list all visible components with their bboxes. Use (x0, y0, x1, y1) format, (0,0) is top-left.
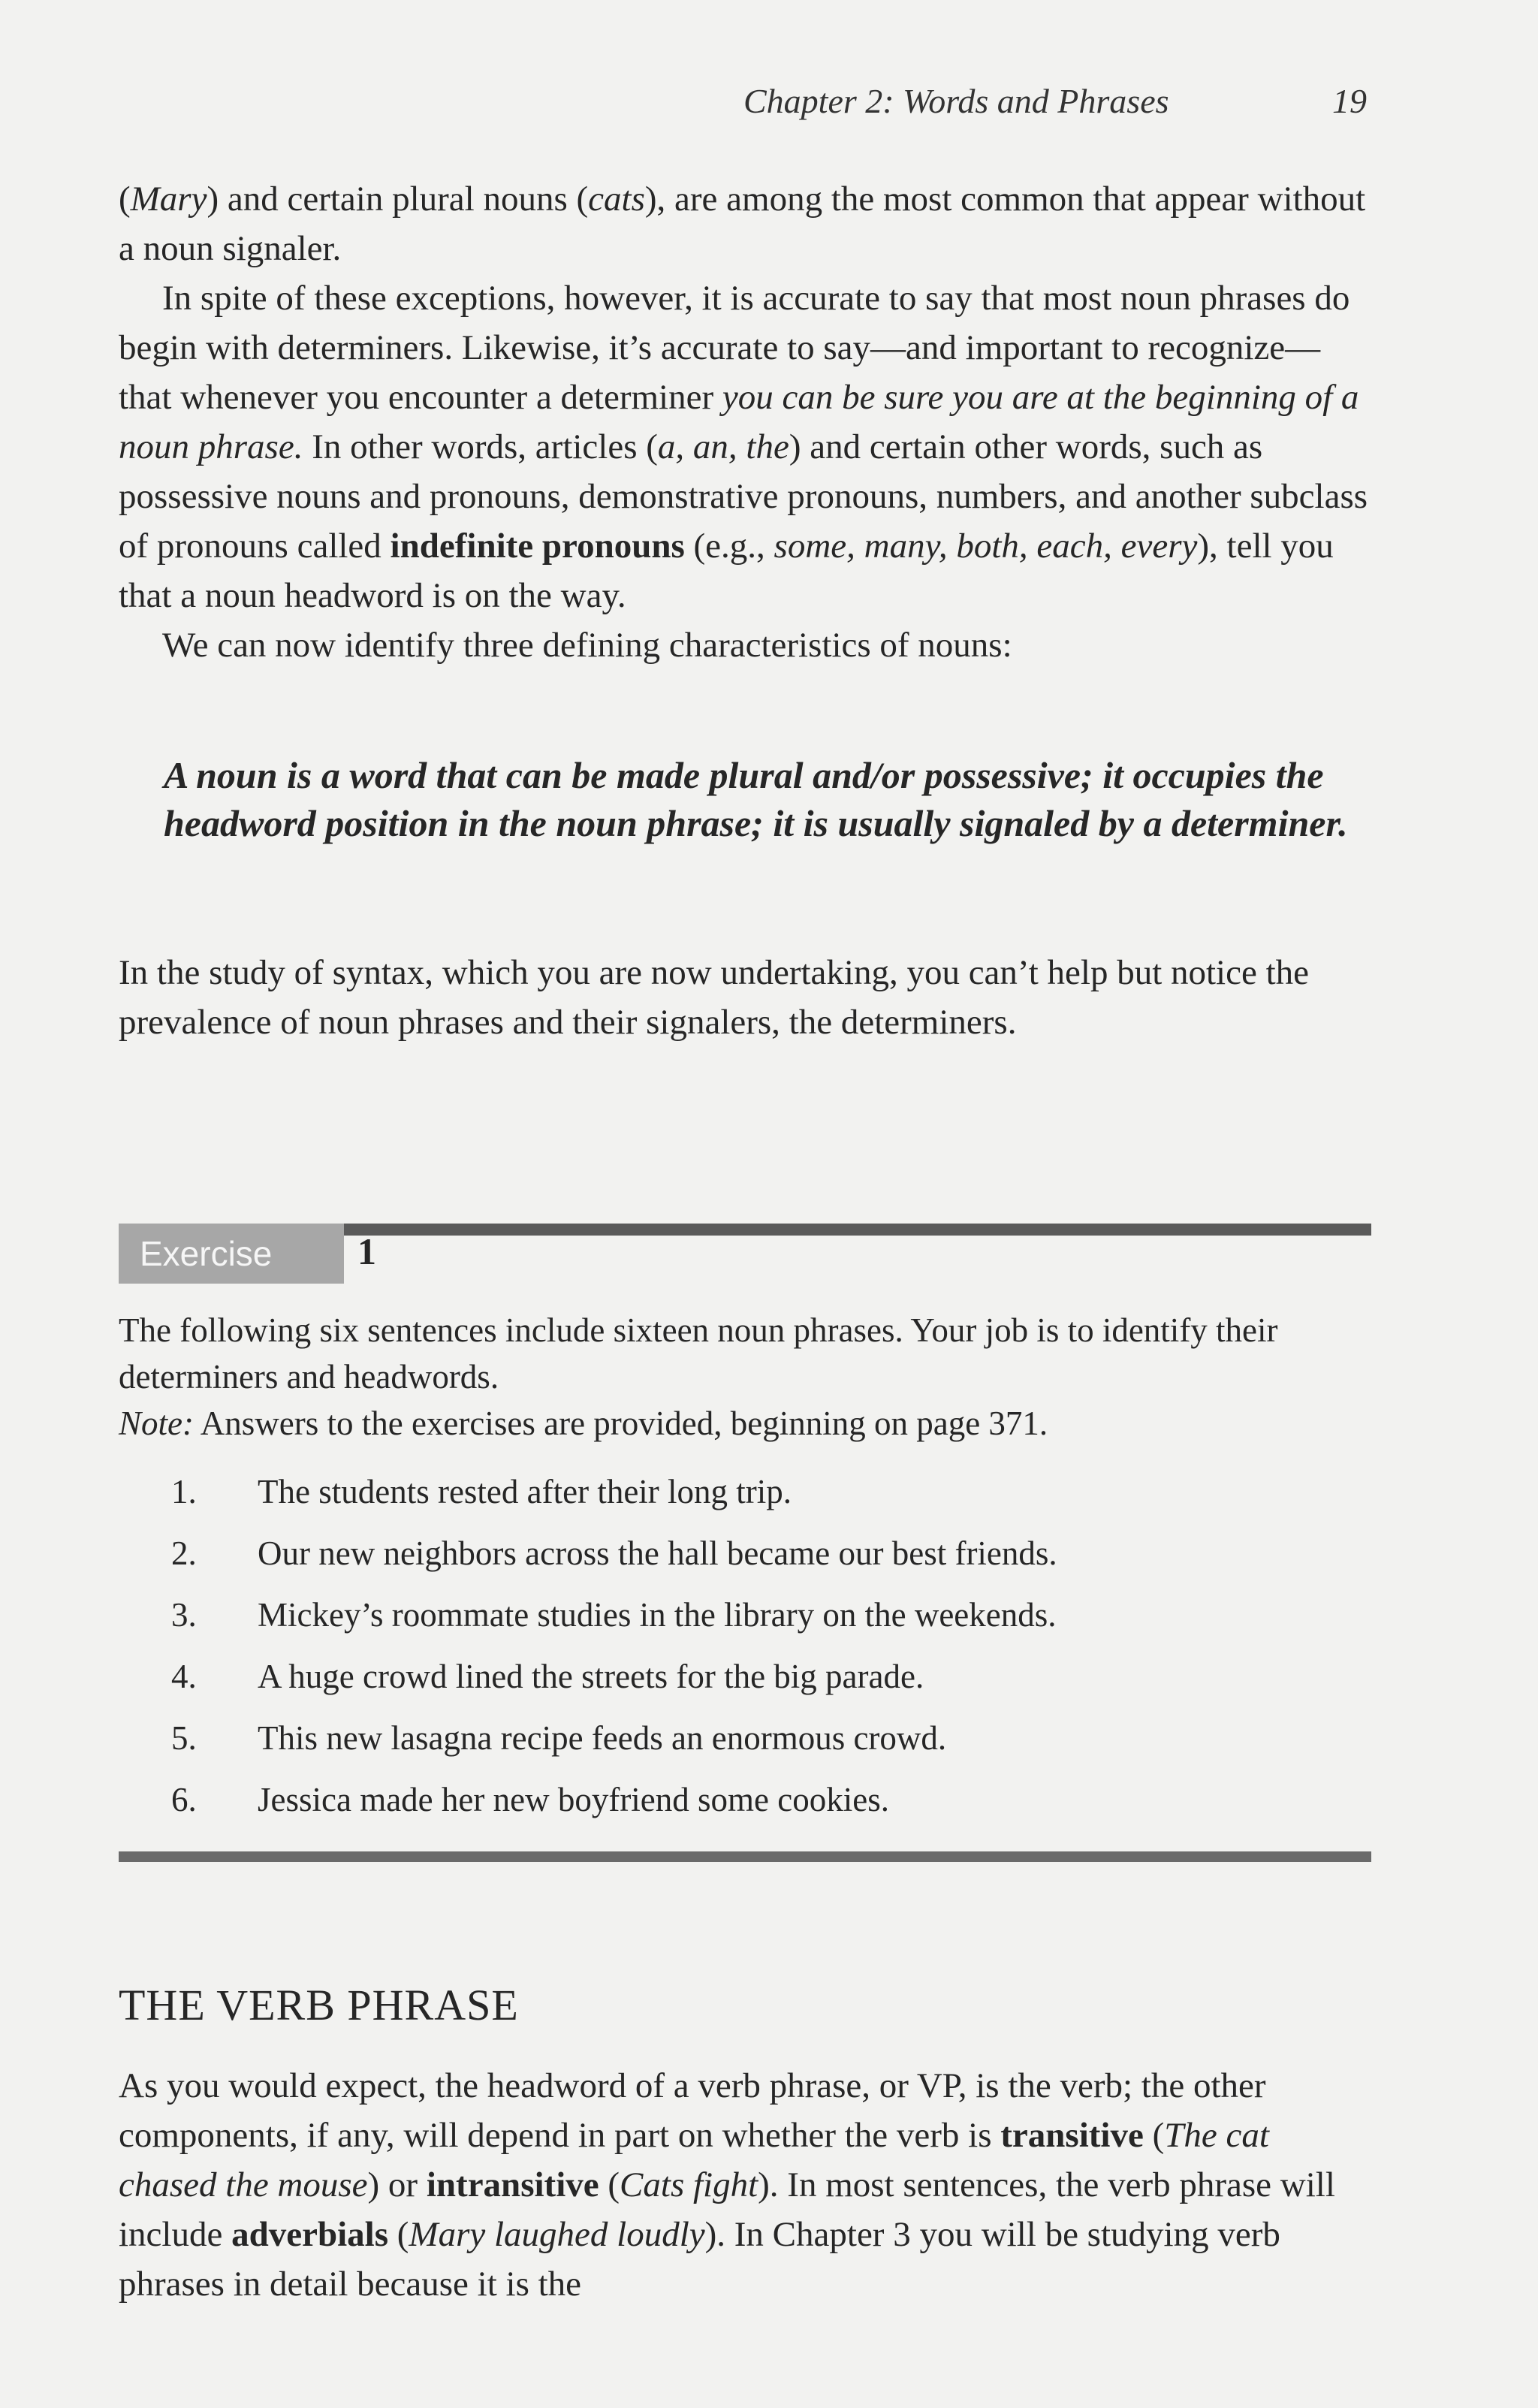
term-adverbials: adverbials (231, 2215, 389, 2254)
term-intransitive: intransitive (426, 2165, 599, 2204)
list-item: 3. Mickey’s roommate studies in the library on the weekends. (171, 1596, 1057, 1634)
term-transitive: transitive (1000, 2116, 1144, 2155)
list-item: 6. Jessica made her new boyfriend some cookies. (171, 1781, 889, 1818)
list-item: 5. This new lasagna recipe feeds an enormous crowd. (171, 1719, 947, 1757)
verb-phrase-paragraph: As you would expect, the headword of a verb phrase, or VP, is the verb; the other components, if any, will depend in part on whether the verb is transitive (The cat chased the mouse) or intransitive (Cats fight). In most sentences, the verb phrase will include adverbials (Mary laughed loudly). In Chapter 3 you will be studying verb phrases in detail because it is the (119, 2066, 1335, 2304)
running-header (743, 81, 1374, 126)
exercise-number: 1 (357, 1230, 376, 1272)
exercise-instructions (119, 1307, 1373, 1447)
paragraph-continued: (Mary) and certain plural nouns (cats), are among the most common that appear without a noun signaler. (119, 180, 1366, 268)
exercise-bottom-rule (119, 1851, 1371, 1862)
page-number: 19 (1332, 82, 1367, 120)
exercise-intro: The following six sentences include sixteen noun phrases. Your job is to identify their determiners and headwords. (119, 1311, 1278, 1396)
section-heading: THE VERB PHRASE (119, 1981, 519, 2029)
list-item: 4. A huge crowd lined the streets for the big parade. (171, 1658, 924, 1695)
noun-definition: A noun is a word that can be made plural and/or possessive; it occupies the headword position in the noun phrase; it is usually signaled by a determiner. (164, 754, 1348, 844)
list-item: 1. The students rested after their long trip. (171, 1473, 792, 1510)
syntax-paragraph: In the study of syntax, which you are now undertaking, you can’t help but notice the prevalence of noun phrases and their signalers, the determiners. (119, 953, 1310, 1042)
exercise-top-rule (344, 1224, 1371, 1236)
paragraph-determiners: In spite of these exceptions, however, it is accurate to say that most noun phrases do begin with determiners. Likewise, it’s accurate to say—and important to recognize—that whenever you encounter a determiner you can be sure you are at the beginning of a noun phrase. In other words, articles (a, an, the) and certain other words, such as possessive nouns and pronouns, demonstrative pronouns, numbers, and another subclass of pronouns called indefinite pronouns (e.g., some, many, both, each, every), tell you that a noun headword is on the way. (119, 279, 1368, 615)
chapter-title: Chapter 2: Words and Phrases (743, 82, 1169, 120)
list-item: 2. Our new neighbors across the hall became our best friends. (171, 1534, 1057, 1572)
paragraph-characteristics: We can now identify three defining characteristics of nouns: (162, 626, 1012, 665)
exercise-badge: Exercise (119, 1224, 344, 1284)
term-indefinite-pronouns: indefinite pronouns (390, 527, 685, 566)
exercise-header (119, 1215, 1371, 1290)
exercise-list (171, 1472, 1298, 1842)
exercise-note: Note: Answers to the exercises are provided, beginning on page 371. (119, 1405, 1048, 1442)
intro-paragraphs (119, 174, 1373, 670)
